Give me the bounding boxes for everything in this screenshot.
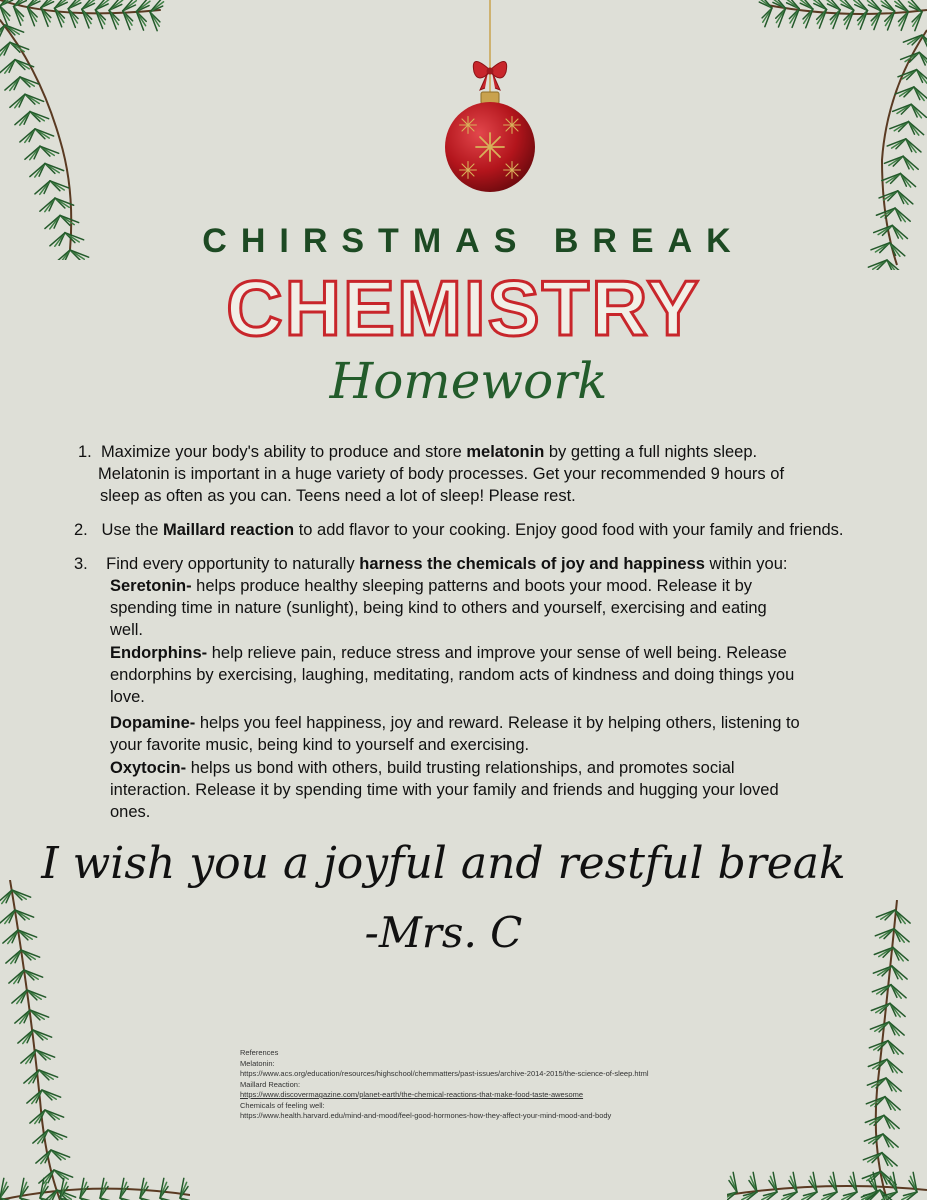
- references: [240, 1048, 660, 1122]
- chemical-description: helps us bond with others, build trusting relationships, and promotes social interaction. Release it by spending time with your family and friends and hugging your loved ones.: [110, 759, 779, 821]
- reference-link[interactable]: https://www.discovermagazine.com/planet-earth/the-chemical-reactions-that-make-food-taste-awesome: [240, 1090, 584, 1099]
- chemical-name: Dopamine-: [110, 714, 196, 732]
- christmas-ornament-icon: [430, 0, 540, 205]
- item-keyword: melatonin: [466, 443, 545, 461]
- reference-url: https://www.acs.org/education/resources/highschool/chemmatters/past-issues/archive-2014-2015/the-science-of-sleep.html: [240, 1069, 649, 1078]
- chemical-description: helps produce healthy sleeping patterns and boots your mood. Release it by spending time in nature (sunlight), being kind to others and yourself, exercising and eating well.: [110, 577, 767, 639]
- list-item-joy-chemicals: [74, 553, 874, 575]
- reference-label: Melatonin:: [240, 1058, 275, 1068]
- item-number: 1.: [78, 443, 92, 461]
- item-text: sleep as often as you can. Teens need a lot of sleep! Please rest.: [100, 487, 576, 505]
- item-text: Maximize your body's ability to produce and store: [100, 443, 467, 461]
- item-text: within you:: [704, 555, 788, 573]
- item-text: by getting a full nights sleep.: [544, 443, 758, 461]
- item-number: 3.: [74, 555, 88, 573]
- pine-branch-icon: [0, 0, 170, 260]
- chemical-endorphins: [110, 642, 800, 708]
- signature: -Mrs. C: [364, 908, 523, 957]
- chemical-dopamine: [110, 712, 800, 756]
- chemical-name: Oxytocin-: [110, 759, 187, 777]
- item-text: Melatonin is important in a huge variety of body processes. Get your recommended 9 hours of: [98, 465, 785, 483]
- chemical-description: help relieve pain, reduce stress and improve your sense of well being. Release endorphins by exercising, laughing, meditating, random acts of kindness and doing things you love.: [110, 644, 795, 706]
- list-item-maillard: [74, 519, 874, 541]
- item-text: Find every opportunity to naturally: [106, 555, 360, 573]
- chemical-description: helps you feel happiness, joy and reward. Release it by helping others, listening to your favorite music, being kind to yourself and exercising.: [110, 714, 800, 754]
- closing-wish: I wish you a joyful and restful break: [41, 838, 846, 889]
- item-keyword: harness the chemicals of joy and happiness: [359, 555, 705, 573]
- item-number: 2.: [74, 521, 88, 539]
- title-christmas-break: CHIRSTMAS BREAK: [202, 222, 745, 260]
- item-text: Use the: [101, 521, 163, 539]
- reference-label: Maillard Reaction:: [240, 1079, 301, 1089]
- chemical-name: Seretonin-: [110, 577, 192, 595]
- title-homework: Homework: [329, 352, 608, 410]
- list-item-melatonin: [78, 441, 878, 507]
- chemical-oxytocin: [110, 757, 800, 823]
- chemical-name: Endorphins-: [110, 644, 208, 662]
- reference-url: https://www.health.harvard.edu/mind-and-mood/feel-good-hormones-how-they-affect-your-mind-mood-and-body: [240, 1111, 612, 1120]
- item-keyword: Maillard reaction: [162, 521, 295, 539]
- chemical-serotonin: [110, 575, 800, 641]
- title-chemistry: CHEMISTRY: [226, 264, 701, 352]
- references-heading: References: [240, 1048, 279, 1057]
- reference-label: Chemicals of feeling well:: [240, 1100, 325, 1110]
- item-text: to add flavor to your cooking. Enjoy good food with your family and friends.: [294, 521, 844, 539]
